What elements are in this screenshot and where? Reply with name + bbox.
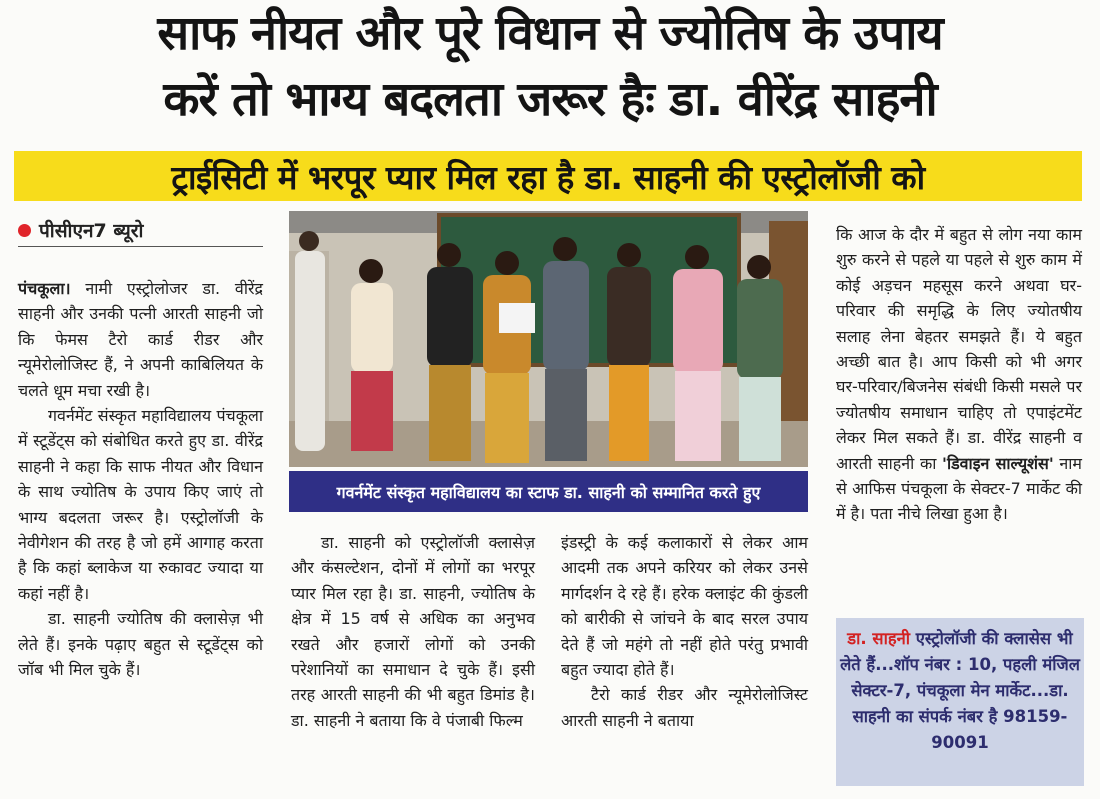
office-name: 'डिवाइन साल्यूशंस' (942, 453, 1054, 473)
paragraph (18, 276, 263, 403)
subheadline-bar (14, 151, 1082, 201)
photo-caption-bar (289, 471, 808, 512)
paragraph (836, 222, 1082, 527)
paragraph: गवर्नमेंट संस्कृत महाविद्यालय पंचकूला में स्टूडेंट्स को संबोधित करते हुए डा. वीरेंद्र साहनी ने कहा कि साफ नीयत और विधान के साथ ज्योतिष के उपाय किए जाएं तो भाग्य बदलता जरूर है। एस्ट्रोलॉजी के नेवीगेशन की तरह है जो हमें आगाह करता है कि कहां ब्लाकेज या रुकावट ज्यादा या कहां नहीं है। (18, 406, 263, 603)
subheadline: ट्राईसिटी में भरपूर प्यार मिल रहा है डा. साहनी की एस्ट्रोलॉजी को (171, 157, 925, 197)
contact-highlight: डा. साहनी (847, 629, 911, 648)
article-column-1 (18, 276, 263, 683)
paragraph: डा. साहनी ज्योतिष की क्लासेज़ भी लेते हैं। इनके पढ़ाए बहुत से स्टूडेंट्स को जॉब भी मिल चुके हैं। (18, 609, 263, 680)
headline-line-1: साफ नीयत और पूरे विधान से ज्योतिष के उपाय (157, 6, 943, 61)
article-column-2 (291, 530, 535, 733)
paragraph: डा. साहनी को एस्ट्रोलॉजी क्लासेज़ और कंसल्टेशन, दोनों में लोगों का भरपूर प्यार मिल रहा है। डा. साहनी, ज्योतिष के क्षेत्र में 15 वर्ष से अधिक का अनुभव रखते और हजारों लोगों को उनकी परेशानियों का समाधान दे चुके हैं। इसी तरह आरती साहनी की भी बहुत डिमांड है। डा. साहनी ने बताया कि वे पंजाबी फिल्म (291, 533, 535, 730)
article-column-4 (836, 222, 1082, 527)
paragraph-text: कि आज के दौर में बहुत से लोग नया काम शुरु करने से पहले या पहले से शुरु काम में कोई अड़चन महसूस करने अथवा घर-परिवार की समृद्धि के लिए ज्योतषीय सलाह लेना बेहतर समझते हैं। ये बहुत अच्छी बात है। आप किसी को भी अगर घर-परिवार/बिजनेस संबंधी किसी मसले पर ज्योतषीय समाधान चाहिए तो एपाइंटमेंट लेकर मिल सकते हैं। डा. वीरेंद्र साहनी व आरती साहनी का (836, 225, 1082, 473)
bullet-dot-icon (18, 224, 31, 237)
dateline: पंचकूला। (18, 279, 71, 298)
bureau-name: पीसीएन7 ब्यूरो (39, 220, 144, 242)
photo-caption: गवर्नमेंट संस्कृत महाविद्यालय का स्टाफ डा. साहनी को सम्मानित करते हुए (336, 482, 761, 502)
headline-line-2: करें तो भाग्य बदलता जरूर हैः डा. वीरेंद्र साहनी (163, 72, 937, 127)
contact-details: एस्ट्रोलॉजी की क्लासेस भी लेते हैं...शॉप नंबर : 10, पहली मंजिल सेक्टर-7, पंचकूला मेन मार्केट...डा. साहनी का संपर्क नंबर है 98159-90091 (840, 629, 1080, 752)
news-photo (289, 211, 808, 467)
paragraph: इंडस्ट्री के कई कलाकारों से लेकर आम आदमी तक अपने करियर को लेकर उनसे मार्गदर्शन दे रहे हैं। हरेक क्लाइंट की कुंडली को बारीकी से जांचने के बाद सरल उपाय देते हैं जो महंगे तो नहीं होते परंतु प्रभावी बहुत ज्यादा होते हैं। (561, 533, 808, 680)
paragraph-text: नाम से आफिस पंचकूला के सेक्टर-7 मार्केट की में है। पता नीचे लिखा हुआ है। (836, 453, 1082, 524)
contact-info-box (836, 618, 1084, 786)
article-column-3 (561, 530, 808, 733)
paragraph: टैरो कार्ड रीडर और न्यूमेरोलोजिस्ट आरती साहनी ने बताया (561, 685, 808, 730)
photo-illustration (289, 211, 808, 467)
bureau-byline (18, 214, 263, 247)
contact-info-text (840, 626, 1080, 756)
paragraph-text: नामी एस्ट्रोलोजर डा. वीरेंद्र साहनी और उनकी पत्नी आरती साहनी जो कि फेमस टैरो कार्ड रीडर और न्यूमेरोलोजिस्ट हैं, ने अपनी काबिलियत के चलते धूम मचा रखी है। (18, 279, 263, 400)
